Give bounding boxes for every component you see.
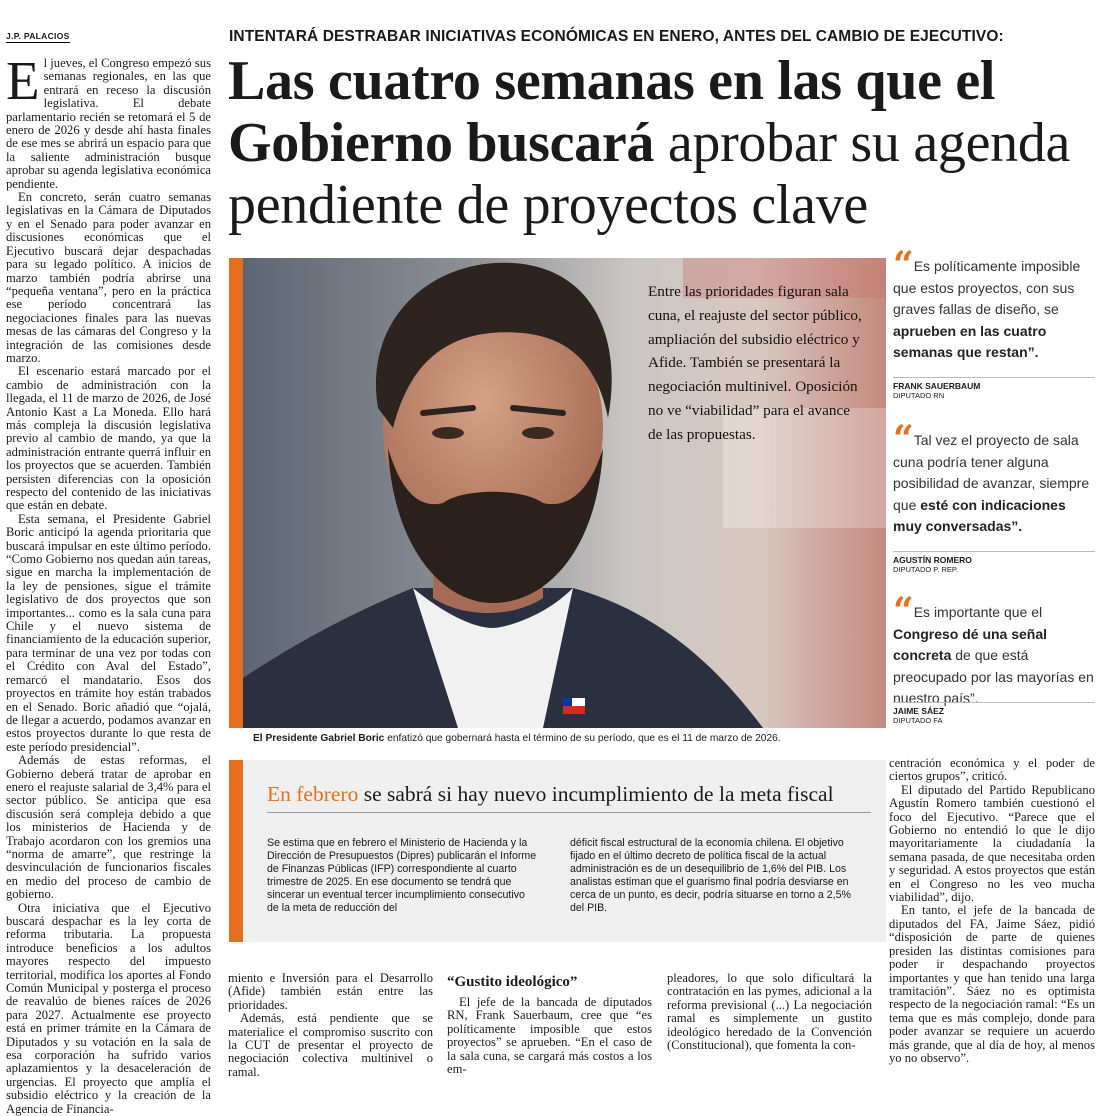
paragraph: Además de estas reformas, el Gobierno deberá tratar de aprobar en enero el reajuste salarial de 3,4% para el sector público. Se anticipa que esa discusión será compleja debido a que los ministerios de Hacienda y de Trabajo acordaron con los gremios una “norma de amarre”, que restringe la desvinculación de funcionarios fiscales en medio del proceso de cambio de gobierno.: [6, 753, 211, 902]
paragraph: centración económica y el poder de ciertos grupos”, criticó.: [889, 756, 1095, 784]
quote-1: “ Es políticamente imposible que estos proyectos, con sus graves fallas de diseño, se aprueben en las cuatro semanas que restan”.: [893, 244, 1081, 360]
headline-regular: aprobar su agenda pendiente de proyectos clave: [228, 112, 1071, 236]
quote-1-author: FRANK SAUERBAUM DIPUTADO RN: [893, 377, 1095, 401]
quote-3-author: JAIME SÁEZ DIPUTADO FA: [893, 702, 1095, 726]
kicker: INTENTARÁ DESTRABAR INICIATIVAS ECONÓMICAS EN ENERO, ANTES DEL CAMBIO DE EJECUTIVO:: [229, 28, 1004, 45]
box-divider: [267, 812, 871, 813]
paragraph: miento e Inversión para el Desarrollo (Afide) también están entre las prioridades.: [228, 971, 433, 1012]
paragraph: El jueves, el Congreso empezó sus semanas regionales, en las que entrará en receso la discusión legislativa. El debate parlamentario recién se retomará el 5 de enero de 2026 y desde ahí hasta finales de ese mes se abrirá un espacio para que la saliente administración busque aprobar su agenda legislativa económica pendiente.: [6, 50, 211, 191]
president-photo: [229, 258, 886, 728]
paragraph: El jefe de la bancada de diputados RN, Frank Sauerbaum, cree que “es políticamente imposible que estos proyectos” se aprueben. “En el caso de la sala cuna, se cargará más costos a los em-: [447, 995, 652, 1077]
paragraph: pleadores, lo que solo dificultará la contratación en las pymes, adicional a la reforma previsional (...) La negociación ramal es simplemente un gustito ideológico heredado de la Convención (Constitucional), que fomenta la con-: [667, 971, 872, 1053]
dropcap: E: [6, 50, 40, 111]
byline: J.P. PALACIOS: [6, 31, 70, 41]
paragraph: Otra iniciativa que el Ejecutivo buscará despachar es la ley corta de reforma tributaria. La propuesta introduce beneficios a los adultos mayores respecto del impuesto territorial, modifica los aportes al Fondo Común Municipal y posterga el proceso de reavalúo de bienes raíces de 2026 para 2027. Actualmente ese proyecto está en primer trámite en la Cámara de Diputados y su votación en la sala de esa corporación ha sufrido varios aplazamientos y la desaceleración de urgencias. El proyecto que amplía el subsidio eléctrico y la creación de la Agencia de Financia-: [6, 900, 211, 1116]
quote-mark-icon: “: [893, 590, 910, 632]
quote-3: “ Es importante que el Congreso dé una señal concreta de que está preocupado por las mayorías en nuestro país”.: [893, 590, 1094, 706]
quote-2: “ Tal vez el proyecto de sala cuna podría tener alguna posibilidad de avanzar, siempre que esté con indicaciones muy conversadas”.: [893, 418, 1090, 534]
photo-caption: [253, 733, 781, 744]
paragraph: En concreto, serán cuatro semanas legislativas en la Cámara de Diputados y en el Senado para poder avanzar en discusiones económicas que el Ejecutivo buscará dejar despachadas para su legado político. A inicios de marzo también podría abrirse una “pequeña ventana”, pero en la práctica ese período concentrará las negociaciones finales para las nuevas mesas de las cámaras del Congreso y la integración de las comisiones desde marzo.: [6, 190, 211, 365]
box-title-highlight: En febrero: [267, 782, 359, 806]
subhead: “Gustito ideológico”: [447, 974, 578, 990]
box-title: [267, 782, 834, 807]
headline-bold: Las cuatro semanas en las que el Gobierno buscará: [228, 50, 996, 174]
box-column-2: déficit fiscal estructural de la economía chilena. El objetivo fijado en el último decreto de política fiscal de la actual administración es de un desequilibrio de 1,6% del PIB. Los analistas estiman que el guarismo final podría desviarse en cerca de un punto, es decir, podría situarse en torno a 2,5% del PIB.: [570, 837, 851, 914]
paragraph: El escenario estará marcado por el cambio de administración con la llegada, el 11 de marzo de 2026, de José Antonio Kast a La Moneda. Ello hará más compleja la discusión legislativa previo al cambio de mando, ya que la administración entrante querrá influir en los proyectos que se acuerden. También persisten diferencias con la oposición respecto del contenido de las iniciativas que están en debate.: [6, 364, 211, 513]
quote-2-author: AGUSTÍN ROMERO DIPUTADO P. REP.: [893, 551, 1095, 575]
photo-summary-text: Entre las prioridades figuran sala cuna, el reajuste del sector público, ampliación del subsidio eléctrico y Afide. También se presentará la negociación multinivel. Oposición no ve “viabilidad” para el avance de las propuestas.: [648, 283, 862, 443]
paragraph: En tanto, el jefe de la bancada de diputados del FA, Jaime Sáez, pidió “disposición de parte de quienes presiden las distintas comisiones para poder ir despachando proyectos importantes y que han tenido una larga tramitación”. Sáez no es optimista respecto de la negociación ramal: “Es un tema que es más complejo, donde para poder avanzar se requiere un acuerdo más grande, que al día de hoy, al menos yo no observo”.: [889, 903, 1095, 1065]
article-column-bottom-2: [447, 972, 652, 1076]
paragraph: Además, está pendiente que se materialice el compromiso suscrito con la CUT de presentar el proyecto de negociación colectiva multinivel o ramal.: [228, 1011, 433, 1079]
article-column-right: [889, 757, 1095, 1065]
box-column-1: Se estima que en febrero el Ministerio de Hacienda y la Dirección de Presupuestos (Dipres) publicarán el Informe de Finanzas Públicas (IFP) correspondiente al cuarto trimestre de 2025. En ese documento se tendrá que sincerar un eventual tercer incumplimiento consecutivo de la meta de reducción del: [267, 837, 537, 914]
paragraph: Esta semana, el Presidente Gabriel Boric anticipó la agenda prioritaria que buscará impulsar en este último período. “Como Gobierno nos quedan aún tareas, sigue en marcha la implementación de la ley de pensiones, sigue el trámite legislativo de dos proyectos que son importantes... como es la sala cuna para Chile y el nuevo sistema de financiamiento de la educación superior, para terminar de una vez por todas con el Crédito con Aval del Estado”, remarcó el mandatario. Esos dos proyectos en trámite hoy están trabados en el Senado. Boric añadió que “ojalá, de llegar a acuerdo, podamos avanzar en estos proyectos durante lo que resta de este período presidencial”.: [6, 511, 211, 754]
caption-bold: El Presidente Gabriel Boric: [253, 733, 385, 744]
paragraph: El diputado del Partido Republicano Agustín Romero también cuestionó el foco del Ejecutivo. “Parece que el Gobierno no entendió lo que le dijo mayoritariamente la ciudadanía la semana pasada, de que necesitaba orden y seguridad. A estos proyectos que están en el Congreso no les veo mucha viabilidad”, dijo.: [889, 782, 1095, 905]
caption-rest: enfatizó que gobernará hasta el término de su período, que es el 11 de marzo de 2026.: [384, 733, 781, 744]
box-title-rest: se sabrá si hay nuevo incumplimiento de la meta fiscal: [358, 782, 834, 806]
article-column-1: [6, 50, 211, 1116]
quote-mark-icon: “: [893, 244, 910, 286]
article-column-bottom-3: [667, 972, 872, 1052]
fiscal-goal-box: [229, 760, 886, 942]
headline: [228, 50, 1098, 236]
article-column-bottom-1: [228, 972, 433, 1079]
quote-mark-icon: “: [893, 418, 910, 460]
